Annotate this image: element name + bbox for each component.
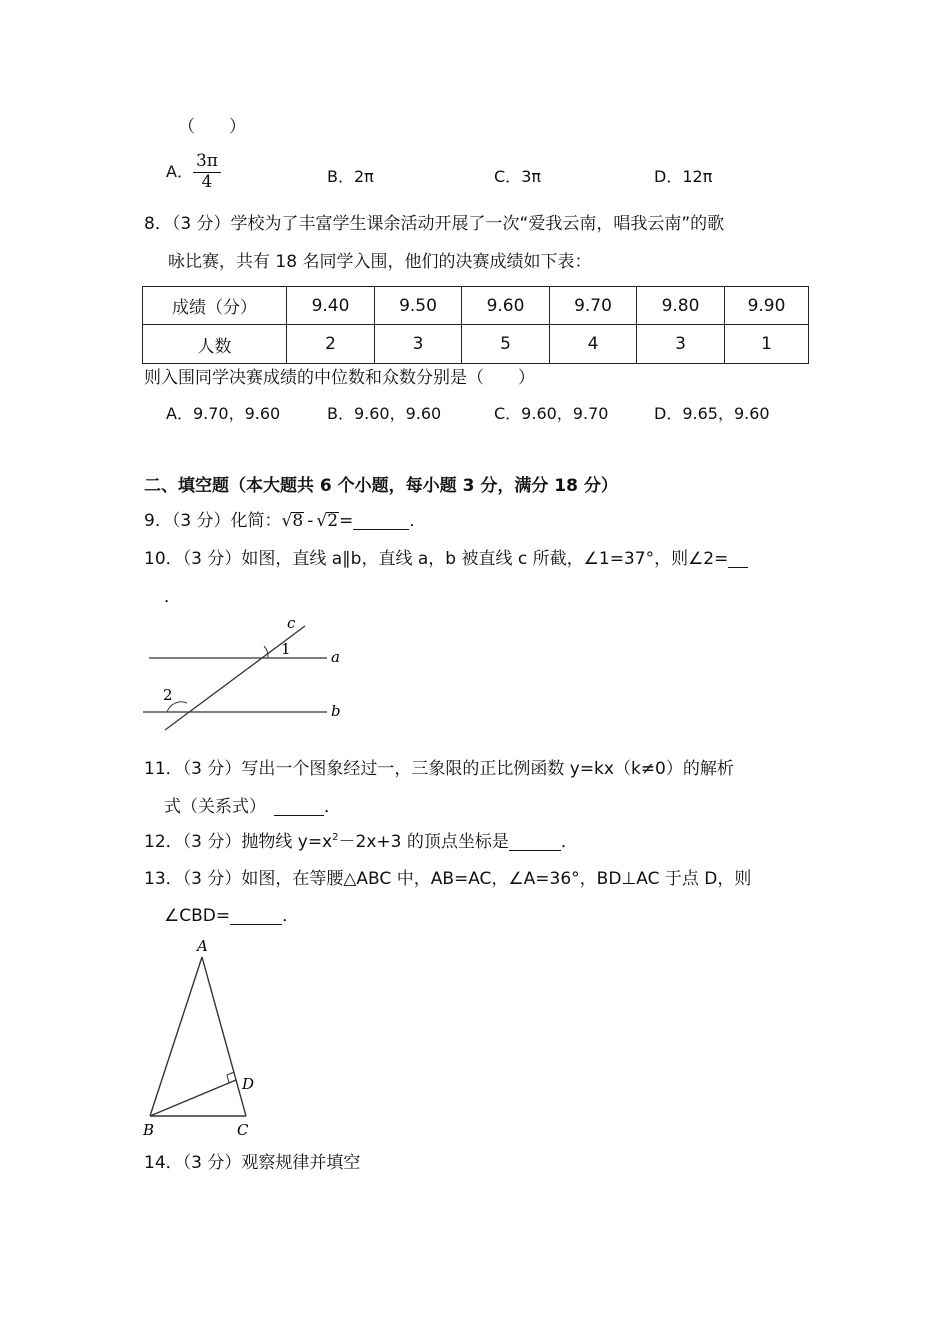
q9-minus: - (307, 511, 314, 531)
table-cell: 9.90 (725, 287, 809, 325)
q7-option-c-text: 3π (521, 167, 541, 186)
q7-option-c (494, 169, 541, 185)
q10-answer-blank[interactable] (728, 553, 748, 568)
q9-radicand-2: 2 (327, 511, 339, 531)
table-cell: 9.70 (550, 287, 637, 325)
q10-line2: ． (164, 587, 181, 607)
label-a: a (331, 648, 340, 666)
q7-option-b (327, 169, 374, 185)
q10-line1 (144, 551, 748, 568)
q13-line2-prefix: ∠CBD= (164, 906, 231, 926)
q7-paren: （ ） (178, 117, 246, 137)
q7-option-a (166, 153, 221, 192)
label-a: A (197, 937, 208, 955)
q9-equals: = (339, 511, 354, 531)
q12-end: ． (560, 832, 578, 852)
q7-option-d (654, 169, 712, 185)
side-ab (150, 957, 202, 1116)
q7-option-a-numerator: 3π (193, 153, 221, 173)
q9-end: ． (409, 511, 427, 531)
table-row-count (143, 325, 809, 364)
q7-option-c-letter: C． (494, 167, 522, 186)
q10-text: 10．（3 分）如图，直线 a∥b，直线 a，b 被直线 c 所截，∠1=37°，则∠2= (144, 549, 729, 569)
section-title-fill-in: 二、填空题（本大题共 6 个小题，每小题 3 分，满分 18 分） (144, 476, 618, 496)
q7-option-b-text: 2π (353, 167, 374, 186)
q7-option-a-denominator: 4 (201, 171, 213, 192)
radical-sign-icon: √ (281, 511, 293, 531)
q9-sqrt-8 (282, 512, 305, 530)
label-2: 2 (163, 686, 173, 704)
q11-line1: 11．（3 分）写出一个图象经过一，三象限的正比例函数 y=kx（k≠0）的解析 (144, 759, 734, 779)
table-cell: 3 (375, 325, 462, 364)
q11-line2 (164, 799, 341, 816)
q9-prefix: 9．（3 分）化简： (144, 511, 282, 531)
label-c: c (287, 614, 296, 632)
table-cell: 1 (725, 325, 809, 364)
q9-answer-blank[interactable] (353, 515, 409, 530)
table-cell: 3 (637, 325, 725, 364)
q7-option-a-letter: A． (166, 162, 193, 182)
q9 (144, 512, 426, 530)
q8-score-table (142, 286, 809, 364)
q13-end: ． (282, 906, 300, 926)
table-cell: 2 (287, 325, 375, 364)
q14: 14．（3 分）观察规律并填空 (144, 1153, 361, 1173)
q9-radicand-1: 8 (292, 511, 304, 531)
label-c: C (237, 1121, 249, 1139)
q8-option-c: C．9.60，9.70 (494, 404, 609, 423)
table-cell: 4 (550, 325, 637, 364)
q11-line2-prefix: 式（关系式） (164, 797, 266, 817)
q8-line1: 8．（3 分）学校为了丰富学生课余活动开展了一次“爱我云南，唱我云南”的歌 (144, 214, 725, 234)
q8-option-b: B．9.60，9.60 (327, 404, 442, 423)
table-cell: 人数 (143, 325, 287, 364)
q12 (144, 834, 578, 851)
q7-option-d-text: 12π (682, 167, 713, 186)
q13-answer-blank[interactable] (230, 910, 282, 925)
q12-exponent: 2 (332, 832, 339, 843)
table-cell: 9.80 (637, 287, 725, 325)
table-cell: 5 (462, 325, 550, 364)
q7-option-d-letter: D． (654, 167, 683, 186)
q10-parallel-lines-diagram (135, 612, 350, 737)
label-b: b (331, 702, 341, 720)
table-cell: 9.40 (287, 287, 375, 325)
q8-question: 则入围同学决赛成绩的中位数和众数分别是（ ） (144, 368, 535, 388)
q11-answer-blank[interactable] (274, 801, 324, 816)
segment-bd (150, 1080, 236, 1116)
q8-line2: 咏比赛，共有 18 名同学入围，他们的决赛成绩如下表： (168, 252, 592, 272)
label-1: 1 (281, 640, 291, 658)
q12-prefix: 12．（3 分）抛物线 y=x (144, 832, 333, 852)
table-row-header (143, 287, 809, 325)
radical-sign-icon: √ (316, 511, 328, 531)
q11-end: ． (324, 797, 341, 817)
label-d: D (242, 1075, 255, 1093)
q13-line2 (164, 908, 299, 925)
q7-option-a-fraction (193, 153, 221, 192)
table-cell: 9.60 (462, 287, 550, 325)
q8-option-a: A．9.70，9.60 (166, 404, 281, 423)
q13-line1: 13．（3 分）如图，在等腰△ABC 中，AB=AC，∠A=36°，BD⊥AC 于点 D，则 (144, 869, 752, 889)
table-cell: 成绩（分） (143, 287, 287, 325)
q13-triangle-diagram (135, 935, 270, 1145)
q8-option-d: D．9.65，9.60 (654, 404, 770, 423)
table-cell: 9.50 (375, 287, 462, 325)
label-b: B (143, 1121, 155, 1139)
q12-suffix: －2x+3 的顶点坐标是 (338, 832, 509, 852)
q9-sqrt-2 (316, 512, 339, 530)
q7-option-b-letter: B． (327, 167, 354, 186)
q12-answer-blank[interactable] (509, 836, 561, 851)
